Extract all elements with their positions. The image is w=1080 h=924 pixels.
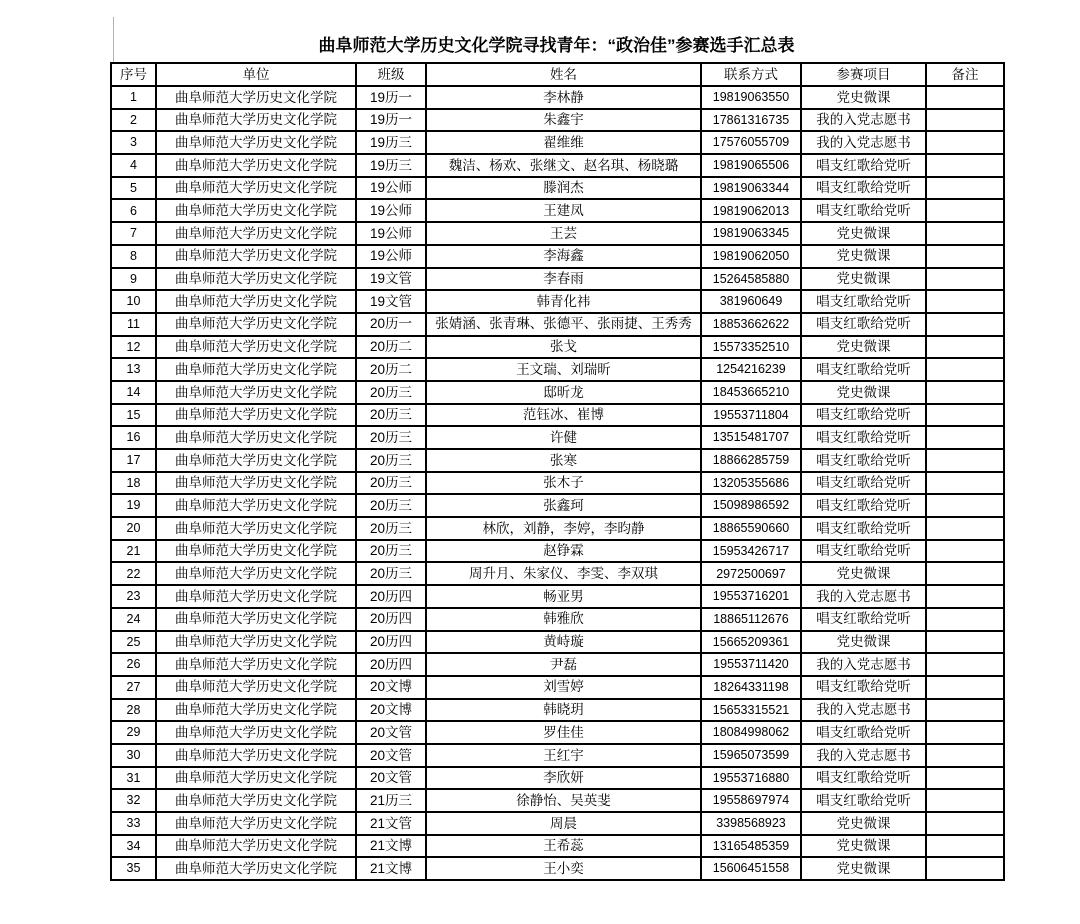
table-row [111,472,1004,495]
cell-note [926,812,1004,835]
cell-index: 4 [111,154,156,177]
table-row [111,131,1004,154]
cell-name: 张婧涵、张青琳、张德平、张雨捷、王秀秀 [426,313,701,336]
cell-name: 魏洁、杨欢、张继文、赵名琪、杨晓璐 [426,154,701,177]
cell-event: 党史微课 [801,631,926,654]
cell-note [926,857,1004,880]
cell-name: 李林静 [426,86,701,109]
cell-class: 20文管 [356,744,426,767]
cell-class: 19历一 [356,86,426,109]
cell-unit: 曲阜师范大学历史文化学院 [156,562,356,585]
cell-name: 王建凤 [426,199,701,222]
column-header-event: 参赛项目 [801,63,926,86]
cell-contact: 15653315521 [701,699,801,722]
table-body [111,86,1004,880]
table-row [111,381,1004,404]
cell-note [926,767,1004,790]
cell-class: 20历三 [356,562,426,585]
cell-contact: 15965073599 [701,744,801,767]
cell-note [926,585,1004,608]
cell-contact: 1254216239 [701,358,801,381]
table-row [111,699,1004,722]
cell-name: 邸昕龙 [426,381,701,404]
cell-note [926,154,1004,177]
cell-event: 党史微课 [801,336,926,359]
cell-contact: 15606451558 [701,857,801,880]
cell-note [926,290,1004,313]
cell-contact: 19553716201 [701,585,801,608]
cell-contact: 13165485359 [701,835,801,858]
cell-event: 党史微课 [801,86,926,109]
cell-unit: 曲阜师范大学历史文化学院 [156,608,356,631]
cell-index: 33 [111,812,156,835]
cell-class: 20文博 [356,699,426,722]
cell-note [926,472,1004,495]
cell-unit: 曲阜师范大学历史文化学院 [156,86,356,109]
cell-note [926,517,1004,540]
cell-index: 9 [111,268,156,291]
cell-event: 党史微课 [801,562,926,585]
cell-name: 张寒 [426,449,701,472]
cell-index: 34 [111,835,156,858]
table-row [111,109,1004,132]
cell-event: 党史微课 [801,812,926,835]
cell-contact: 15665209361 [701,631,801,654]
cell-unit: 曲阜师范大学历史文化学院 [156,494,356,517]
cell-event: 唱支红歌给党听 [801,154,926,177]
cell-name: 翟维维 [426,131,701,154]
cell-name: 刘雪婷 [426,676,701,699]
cell-class: 20历三 [356,426,426,449]
cell-unit: 曲阜师范大学历史文化学院 [156,653,356,676]
cell-class: 19历一 [356,109,426,132]
table-row [111,177,1004,200]
cell-contact: 381960649 [701,290,801,313]
cell-class: 21文管 [356,812,426,835]
table-row [111,517,1004,540]
cell-contact: 19553711420 [701,653,801,676]
cell-note [926,835,1004,858]
cell-name: 李海鑫 [426,245,701,268]
cell-event: 党史微课 [801,268,926,291]
cell-contact: 2972500697 [701,562,801,585]
cell-index: 6 [111,199,156,222]
cell-unit: 曲阜师范大学历史文化学院 [156,699,356,722]
table-row [111,835,1004,858]
table-row [111,676,1004,699]
page-title: 曲阜师范大学历史文化学院寻找青年：“政治佳”参赛选手汇总表 [318,36,795,55]
cell-name: 韩雅欣 [426,608,701,631]
cell-contact: 19819063345 [701,222,801,245]
table-row [111,653,1004,676]
cell-class: 19公师 [356,222,426,245]
cell-event: 党史微课 [801,381,926,404]
cell-name: 王芸 [426,222,701,245]
cell-index: 30 [111,744,156,767]
cell-unit: 曲阜师范大学历史文化学院 [156,109,356,132]
cell-contact: 18453665210 [701,381,801,404]
cell-contact: 19819065506 [701,154,801,177]
cell-class: 20历二 [356,358,426,381]
table-row [111,540,1004,563]
cell-note [926,562,1004,585]
cell-index: 27 [111,676,156,699]
cell-name: 赵铮霖 [426,540,701,563]
cell-note [926,744,1004,767]
cell-note [926,676,1004,699]
table-row [111,812,1004,835]
table-row [111,199,1004,222]
cell-name: 韩晓玥 [426,699,701,722]
cell-unit: 曲阜师范大学历史文化学院 [156,812,356,835]
cell-contact: 19819062050 [701,245,801,268]
cell-index: 28 [111,699,156,722]
cell-contact: 19819063344 [701,177,801,200]
table-row [111,404,1004,427]
cell-name: 周晨 [426,812,701,835]
cell-note [926,86,1004,109]
cell-unit: 曲阜师范大学历史文化学院 [156,835,356,858]
cell-name: 李春雨 [426,268,701,291]
cell-unit: 曲阜师范大学历史文化学院 [156,268,356,291]
cell-event: 唱支红歌给党听 [801,517,926,540]
cell-class: 20历三 [356,449,426,472]
cell-event: 党史微课 [801,245,926,268]
cell-note [926,177,1004,200]
cell-unit: 曲阜师范大学历史文化学院 [156,744,356,767]
cell-class: 19历三 [356,131,426,154]
cell-index: 1 [111,86,156,109]
cell-note [926,245,1004,268]
cell-event: 唱支红歌给党听 [801,789,926,812]
cell-event: 我的入党志愿书 [801,109,926,132]
cell-contact: 17576055709 [701,131,801,154]
cell-contact: 15953426717 [701,540,801,563]
cell-contact: 18084998062 [701,721,801,744]
cell-unit: 曲阜师范大学历史文化学院 [156,472,356,495]
cell-index: 32 [111,789,156,812]
cell-contact: 15573352510 [701,336,801,359]
cell-note [926,131,1004,154]
column-header-name: 姓名 [426,63,701,86]
cell-index: 15 [111,404,156,427]
cell-name: 罗佳佳 [426,721,701,744]
cell-unit: 曲阜师范大学历史文化学院 [156,381,356,404]
cell-class: 20历四 [356,653,426,676]
cell-index: 2 [111,109,156,132]
cell-event: 唱支红歌给党听 [801,358,926,381]
cell-event: 我的入党志愿书 [801,699,926,722]
cell-note [926,653,1004,676]
cell-index: 10 [111,290,156,313]
cell-note [926,449,1004,472]
cell-note [926,404,1004,427]
cell-unit: 曲阜师范大学历史文化学院 [156,358,356,381]
cell-index: 24 [111,608,156,631]
cell-note [926,109,1004,132]
cell-name: 滕润杰 [426,177,701,200]
cell-index: 12 [111,336,156,359]
cell-event: 唱支红歌给党听 [801,313,926,336]
header-row [111,63,1004,86]
cell-unit: 曲阜师范大学历史文化学院 [156,721,356,744]
cell-unit: 曲阜师范大学历史文化学院 [156,789,356,812]
cell-note [926,540,1004,563]
cell-class: 20历四 [356,608,426,631]
cell-note [926,494,1004,517]
table-row [111,721,1004,744]
cell-unit: 曲阜师范大学历史文化学院 [156,290,356,313]
cell-name: 张戈 [426,336,701,359]
cell-class: 20历三 [356,540,426,563]
cell-name: 张木子 [426,472,701,495]
cell-event: 唱支红歌给党听 [801,494,926,517]
table-row [111,562,1004,585]
cell-contact: 19553711804 [701,404,801,427]
cell-unit: 曲阜师范大学历史文化学院 [156,222,356,245]
cell-contact: 18866285759 [701,449,801,472]
cell-class: 20历二 [356,336,426,359]
cell-index: 19 [111,494,156,517]
cell-index: 21 [111,540,156,563]
cell-index: 13 [111,358,156,381]
cell-note [926,268,1004,291]
cell-index: 17 [111,449,156,472]
cell-event: 唱支红歌给党听 [801,426,926,449]
cell-event: 唱支红歌给党听 [801,290,926,313]
cell-class: 21文博 [356,857,426,880]
cell-note [926,199,1004,222]
cell-unit: 曲阜师范大学历史文化学院 [156,313,356,336]
cell-index: 35 [111,857,156,880]
cell-note [926,358,1004,381]
cell-contact: 19819062013 [701,199,801,222]
cell-contact: 17861316735 [701,109,801,132]
cell-name: 许健 [426,426,701,449]
cell-note [926,222,1004,245]
cell-event: 党史微课 [801,857,926,880]
table-row [111,608,1004,631]
table-row [111,449,1004,472]
cell-name: 王文瑞、刘瑞昕 [426,358,701,381]
cell-name: 黄峙璇 [426,631,701,654]
table-row [111,631,1004,654]
cell-class: 20历一 [356,313,426,336]
cell-contact: 18865112676 [701,608,801,631]
cell-class: 20文管 [356,767,426,790]
table-row [111,268,1004,291]
cell-event: 唱支红歌给党听 [801,676,926,699]
cell-name: 朱鑫宇 [426,109,701,132]
column-header-note: 备注 [926,63,1004,86]
table-row [111,290,1004,313]
cell-note [926,426,1004,449]
cell-unit: 曲阜师范大学历史文化学院 [156,585,356,608]
cell-class: 19公师 [356,199,426,222]
cell-contact: 19558697974 [701,789,801,812]
cell-index: 14 [111,381,156,404]
cell-index: 5 [111,177,156,200]
cell-class: 20历四 [356,585,426,608]
cell-class: 21历三 [356,789,426,812]
cell-name: 王小奕 [426,857,701,880]
table-row [111,336,1004,359]
cell-index: 16 [111,426,156,449]
table-row [111,857,1004,880]
cell-event: 党史微课 [801,835,926,858]
cell-unit: 曲阜师范大学历史文化学院 [156,857,356,880]
summary-table [110,62,1005,881]
table-row [111,86,1004,109]
column-header-index: 序号 [111,63,156,86]
column-header-class: 班级 [356,63,426,86]
column-header-unit: 单位 [156,63,356,86]
cell-unit: 曲阜师范大学历史文化学院 [156,631,356,654]
cell-class: 20历四 [356,631,426,654]
cell-unit: 曲阜师范大学历史文化学院 [156,199,356,222]
cell-unit: 曲阜师范大学历史文化学院 [156,154,356,177]
cell-event: 唱支红歌给党听 [801,721,926,744]
cell-unit: 曲阜师范大学历史文化学院 [156,404,356,427]
cell-name: 徐静怡、吴英斐 [426,789,701,812]
cell-contact: 19819063550 [701,86,801,109]
cell-name: 张鑫珂 [426,494,701,517]
table-row [111,744,1004,767]
table-row [111,222,1004,245]
cell-name: 周升月、朱家仪、李雯、李双琪 [426,562,701,585]
cell-note [926,789,1004,812]
cell-contact: 15264585880 [701,268,801,291]
cell-event: 唱支红歌给党听 [801,177,926,200]
cell-class: 20文管 [356,721,426,744]
cell-class: 19公师 [356,177,426,200]
column-header-contact: 联系方式 [701,63,801,86]
cell-event: 唱支红歌给党听 [801,767,926,790]
cell-event: 我的入党志愿书 [801,131,926,154]
cell-name: 畅亚男 [426,585,701,608]
cell-class: 21文博 [356,835,426,858]
cell-contact: 13205355686 [701,472,801,495]
cell-index: 11 [111,313,156,336]
cell-note [926,631,1004,654]
cell-event: 我的入党志愿书 [801,653,926,676]
cell-class: 20历三 [356,472,426,495]
table-row [111,426,1004,449]
cell-name: 王红宇 [426,744,701,767]
cell-class: 19历三 [356,154,426,177]
cell-class: 20历三 [356,517,426,540]
cell-class: 19公师 [356,245,426,268]
cell-contact: 18853662622 [701,313,801,336]
cell-name: 范钰冰、崔博 [426,404,701,427]
cell-index: 8 [111,245,156,268]
cell-note [926,381,1004,404]
cell-unit: 曲阜师范大学历史文化学院 [156,449,356,472]
cell-index: 31 [111,767,156,790]
cell-note [926,699,1004,722]
cell-contact: 15098986592 [701,494,801,517]
cell-index: 20 [111,517,156,540]
cell-index: 18 [111,472,156,495]
cell-name: 王希蕊 [426,835,701,858]
cell-name: 尹磊 [426,653,701,676]
cell-contact: 18264331198 [701,676,801,699]
cell-unit: 曲阜师范大学历史文化学院 [156,540,356,563]
table-row [111,313,1004,336]
table-row [111,245,1004,268]
cell-note [926,313,1004,336]
cell-unit: 曲阜师范大学历史文化学院 [156,177,356,200]
cell-event: 唱支红歌给党听 [801,608,926,631]
cell-unit: 曲阜师范大学历史文化学院 [156,336,356,359]
cell-class: 20历三 [356,381,426,404]
cell-index: 22 [111,562,156,585]
cell-index: 23 [111,585,156,608]
cell-class: 19文管 [356,268,426,291]
cell-class: 20历三 [356,494,426,517]
cell-event: 唱支红歌给党听 [801,199,926,222]
cell-index: 25 [111,631,156,654]
cell-name: 李欣妍 [426,767,701,790]
cell-event: 唱支红歌给党听 [801,472,926,495]
cell-event: 我的入党志愿书 [801,744,926,767]
cell-unit: 曲阜师范大学历史文化学院 [156,676,356,699]
table-row [111,154,1004,177]
table-row [111,585,1004,608]
cell-contact: 18865590660 [701,517,801,540]
cell-index: 26 [111,653,156,676]
cell-event: 唱支红歌给党听 [801,540,926,563]
cell-class: 19文管 [356,290,426,313]
cell-index: 3 [111,131,156,154]
cell-event: 我的入党志愿书 [801,585,926,608]
table-row [111,494,1004,517]
cell-event: 唱支红歌给党听 [801,449,926,472]
cell-index: 29 [111,721,156,744]
table-row [111,767,1004,790]
cell-note [926,608,1004,631]
table-row [111,358,1004,381]
cell-unit: 曲阜师范大学历史文化学院 [156,426,356,449]
cell-note [926,336,1004,359]
cell-name: 林欣，刘静，李婷，李昀静 [426,517,701,540]
cell-contact: 3398568923 [701,812,801,835]
table-header [111,63,1004,86]
cell-name: 韩青化祎 [426,290,701,313]
cell-event: 党史微课 [801,222,926,245]
cell-unit: 曲阜师范大学历史文化学院 [156,131,356,154]
cell-unit: 曲阜师范大学历史文化学院 [156,245,356,268]
cell-class: 20文博 [356,676,426,699]
cell-note [926,721,1004,744]
cell-class: 20历三 [356,404,426,427]
cell-unit: 曲阜师范大学历史文化学院 [156,767,356,790]
table-row [111,789,1004,812]
cell-index: 7 [111,222,156,245]
cell-contact: 13515481707 [701,426,801,449]
cell-contact: 19553716880 [701,767,801,790]
cell-unit: 曲阜师范大学历史文化学院 [156,517,356,540]
cell-event: 唱支红歌给党听 [801,404,926,427]
